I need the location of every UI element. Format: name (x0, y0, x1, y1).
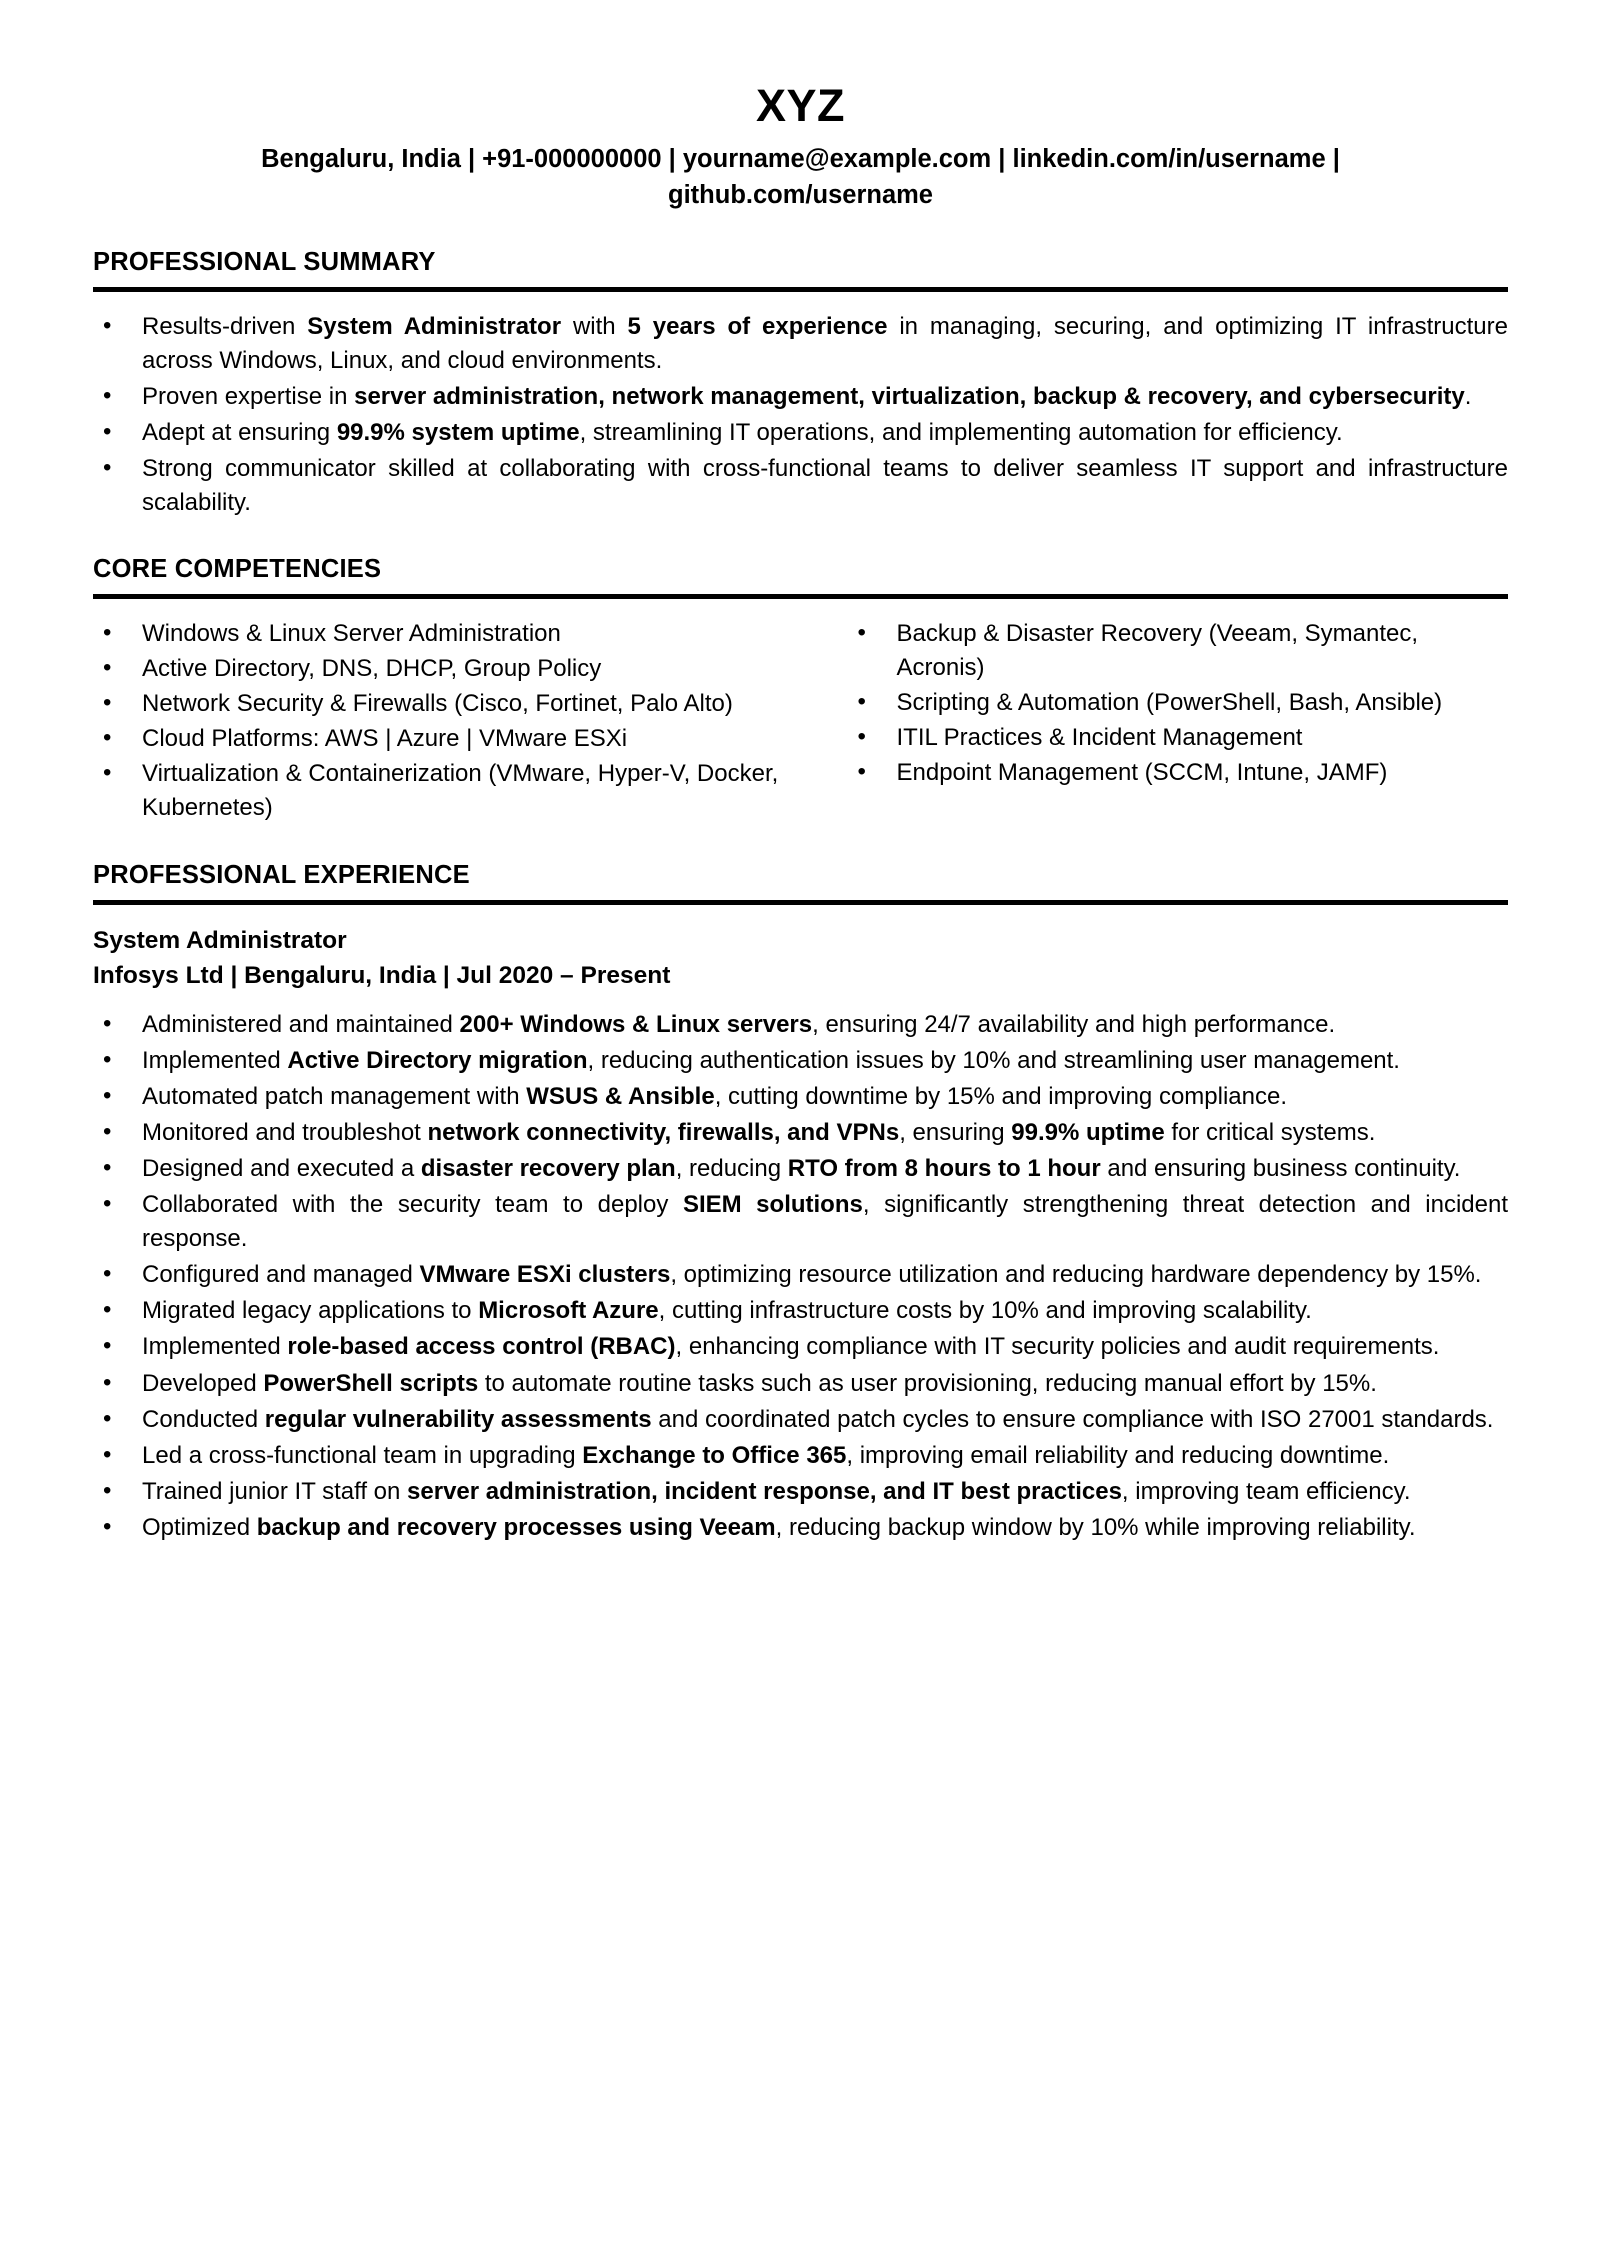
bullet-emphasis: PowerShell scripts (263, 1369, 479, 1397)
bullet-text: Implemented (142, 1333, 288, 1361)
competency-item (848, 617, 1509, 685)
bullet-emphasis: System Administrator (307, 312, 562, 340)
bullet-text: , improving email reliability and reducing downtime. (846, 1441, 1390, 1469)
experience-entry (93, 923, 1508, 1545)
bullet-text: Results-driven (142, 312, 308, 340)
bullet-emphasis: backup and recovery processes using Veeam (256, 1513, 776, 1541)
summary-bullet (93, 310, 1508, 378)
bullet-text: , significantly strengthening threat detection and incident response. (142, 1191, 1509, 1253)
bullet-emphasis: 99.9% system uptime (336, 418, 580, 446)
job-responsibility-item (93, 1511, 1508, 1545)
bullet-text: Configured and managed (142, 1261, 420, 1289)
candidate-contact-line: Bengaluru, India | +91-000000000 | yourname@example.com | linkedin.com/in/username | github.com/username (261, 144, 1340, 209)
bullet-text: , optimizing resource utilization and reducing hardware dependency by 15%. (670, 1261, 1482, 1289)
bullet-text: Migrated legacy applications to (142, 1297, 479, 1325)
competency-item (848, 721, 1509, 755)
summary-bullet (93, 416, 1508, 450)
section-divider (93, 287, 1508, 292)
section-divider (93, 594, 1508, 599)
experience-job-list (93, 923, 1508, 1545)
bullet-emphasis: regular vulnerability assessments (264, 1405, 652, 1433)
bullet-text: and ensuring business continuity. (1100, 1155, 1461, 1183)
job-responsibility-item (93, 1330, 1508, 1364)
job-responsibility-item (93, 1439, 1508, 1473)
section-professional-summary (93, 247, 1508, 520)
job-responsibility-item (93, 1008, 1508, 1042)
bullet-text: Monitored and troubleshot (142, 1118, 428, 1146)
section-title-professional-summary: PROFESSIONAL SUMMARY (93, 248, 436, 276)
job-responsibility-list (93, 1008, 1508, 1545)
section-core-competencies (93, 554, 1508, 826)
bullet-emphasis: Active Directory migration (287, 1046, 588, 1074)
bullet-text: Scripting & Automation (PowerShell, Bash, Ansible) (896, 688, 1443, 716)
job-responsibility-item (93, 1367, 1508, 1401)
bullet-text: Led a cross-functional team in upgrading (142, 1441, 583, 1469)
bullet-text: Administered and maintained (142, 1010, 460, 1038)
bullet-text: , cutting downtime by 15% and improving compliance. (714, 1082, 1287, 1110)
bullet-text: and coordinated patch cycles to ensure compliance with ISO 27001 standards. (651, 1405, 1494, 1433)
bullet-text: , streamlining IT operations, and implementing automation for efficiency. (579, 418, 1343, 446)
bullet-text: Endpoint Management (SCCM, Intune, JAMF) (896, 758, 1388, 786)
bullet-emphasis: Microsoft Azure (478, 1297, 659, 1325)
bullet-text: Trained junior IT staff on (142, 1477, 408, 1505)
section-title-professional-experience: PROFESSIONAL EXPERIENCE (93, 861, 470, 890)
competencies-column-right (801, 617, 1509, 826)
bullet-text: Cloud Platforms: AWS | Azure | VMware ESXi (142, 724, 628, 752)
bullet-emphasis: network connectivity, firewalls, and VPNs (427, 1118, 900, 1146)
bullet-text: , reducing backup window by 10% while improving reliability. (775, 1513, 1416, 1541)
bullet-text: , ensuring 24/7 availability and high performance. (812, 1010, 1336, 1038)
bullet-text: , improving team efficiency. (1121, 1477, 1411, 1505)
bullet-text: Proven expertise in (142, 382, 355, 410)
bullet-text: in managing, securing, and optimizing IT infrastructure across Windows, Linux, and cloud environments. (142, 312, 1508, 374)
bullet-emphasis: WSUS & Ansible (526, 1082, 715, 1110)
bullet-text: Network Security & Firewalls (Cisco, Fortinet, Palo Alto) (142, 689, 733, 717)
bullet-text: , reducing (675, 1155, 788, 1183)
bullet-emphasis: 200+ Windows & Linux servers (459, 1010, 813, 1038)
competency-item (848, 686, 1509, 720)
bullet-text: Adept at ensuring (142, 418, 337, 446)
bullet-text: with (561, 312, 628, 340)
job-responsibility-item (93, 1116, 1508, 1150)
bullet-text: , cutting infrastructure costs by 10% and improving scalability. (658, 1297, 1312, 1325)
competency-item (93, 687, 801, 721)
summary-bullet-list (93, 310, 1508, 520)
bullet-emphasis: Exchange to Office 365 (582, 1441, 847, 1469)
job-responsibility-item (93, 1152, 1508, 1186)
job-responsibility-item (93, 1403, 1508, 1437)
bullet-text: Collaborated with the security team to deploy (142, 1191, 683, 1219)
bullet-emphasis: disaster recovery plan (420, 1155, 676, 1183)
bullet-emphasis: SIEM solutions (682, 1191, 863, 1219)
competencies-list-right (848, 617, 1509, 790)
bullet-text: Optimized (142, 1513, 257, 1541)
competency-item (848, 756, 1509, 790)
competencies-list-left (93, 617, 801, 825)
competencies-columns (93, 617, 1508, 826)
bullet-text: ITIL Practices & Incident Management (896, 723, 1303, 751)
bullet-emphasis: 5 years of experience (627, 312, 888, 340)
section-title-core-competencies: CORE COMPETENCIES (93, 555, 382, 584)
bullet-text: Designed and executed a (142, 1155, 421, 1183)
bullet-text: Developed (142, 1369, 264, 1397)
bullet-text: to automate routine tasks such as user provisioning, reducing manual effort by 15%. (478, 1369, 1377, 1397)
competency-item (93, 722, 801, 756)
bullet-emphasis: RTO from 8 hours to 1 hour (787, 1155, 1101, 1183)
competencies-column-left (93, 617, 801, 826)
competency-item (93, 617, 801, 651)
bullet-text: Active Directory, DNS, DHCP, Group Policy (142, 654, 602, 682)
bullet-text: Automated patch management with (142, 1082, 527, 1110)
bullet-text: Windows & Linux Server Administration (142, 619, 561, 647)
bullet-emphasis: 99.9% uptime (1011, 1118, 1165, 1146)
job-responsibility-item (93, 1080, 1508, 1114)
summary-bullet (93, 380, 1508, 414)
job-responsibility-item (93, 1044, 1508, 1078)
summary-bullet (93, 452, 1508, 520)
candidate-name: XYZ (755, 80, 846, 131)
job-company-location-dates: Infosys Ltd | Bengaluru, India | Jul 2020 – Present (93, 962, 671, 990)
bullet-emphasis: VMware ESXi clusters (419, 1261, 671, 1289)
section-professional-experience (93, 860, 1508, 1545)
bullet-text: , enhancing compliance with IT security policies and audit requirements. (675, 1333, 1440, 1361)
bullet-text: . (1464, 382, 1472, 410)
section-divider (93, 900, 1508, 905)
competency-item (93, 652, 801, 686)
bullet-text: for critical systems. (1164, 1118, 1376, 1146)
resume-header (93, 82, 1508, 213)
job-responsibility-item (93, 1475, 1508, 1509)
bullet-text: Strong communicator skilled at collaborating with cross-functional teams to deliver seamless IT support and infrastructure scalability. (142, 454, 1508, 516)
bullet-emphasis: server administration, network management, virtualization, backup & recovery, and cybersecurity (354, 382, 1465, 410)
bullet-text: Implemented (142, 1046, 288, 1074)
job-responsibility-item (93, 1294, 1508, 1328)
bullet-text: , ensuring (899, 1118, 1012, 1146)
bullet-emphasis: server administration, incident response, and IT best practices (407, 1477, 1122, 1505)
job-responsibility-item (93, 1188, 1508, 1256)
job-role-title: System Administrator (93, 926, 347, 954)
bullet-emphasis: role-based access control (RBAC) (287, 1333, 676, 1361)
job-responsibility-item (93, 1258, 1508, 1292)
bullet-text: Virtualization & Containerization (VMware, Hyper-V, Docker, Kubernetes) (142, 759, 779, 822)
bullet-text: Conducted (142, 1405, 265, 1433)
bullet-text: Backup & Disaster Recovery (Veeam, Symantec, Acronis) (896, 619, 1419, 681)
competency-item (93, 757, 801, 825)
bullet-text: , reducing authentication issues by 10% and streamlining user management. (587, 1046, 1400, 1074)
